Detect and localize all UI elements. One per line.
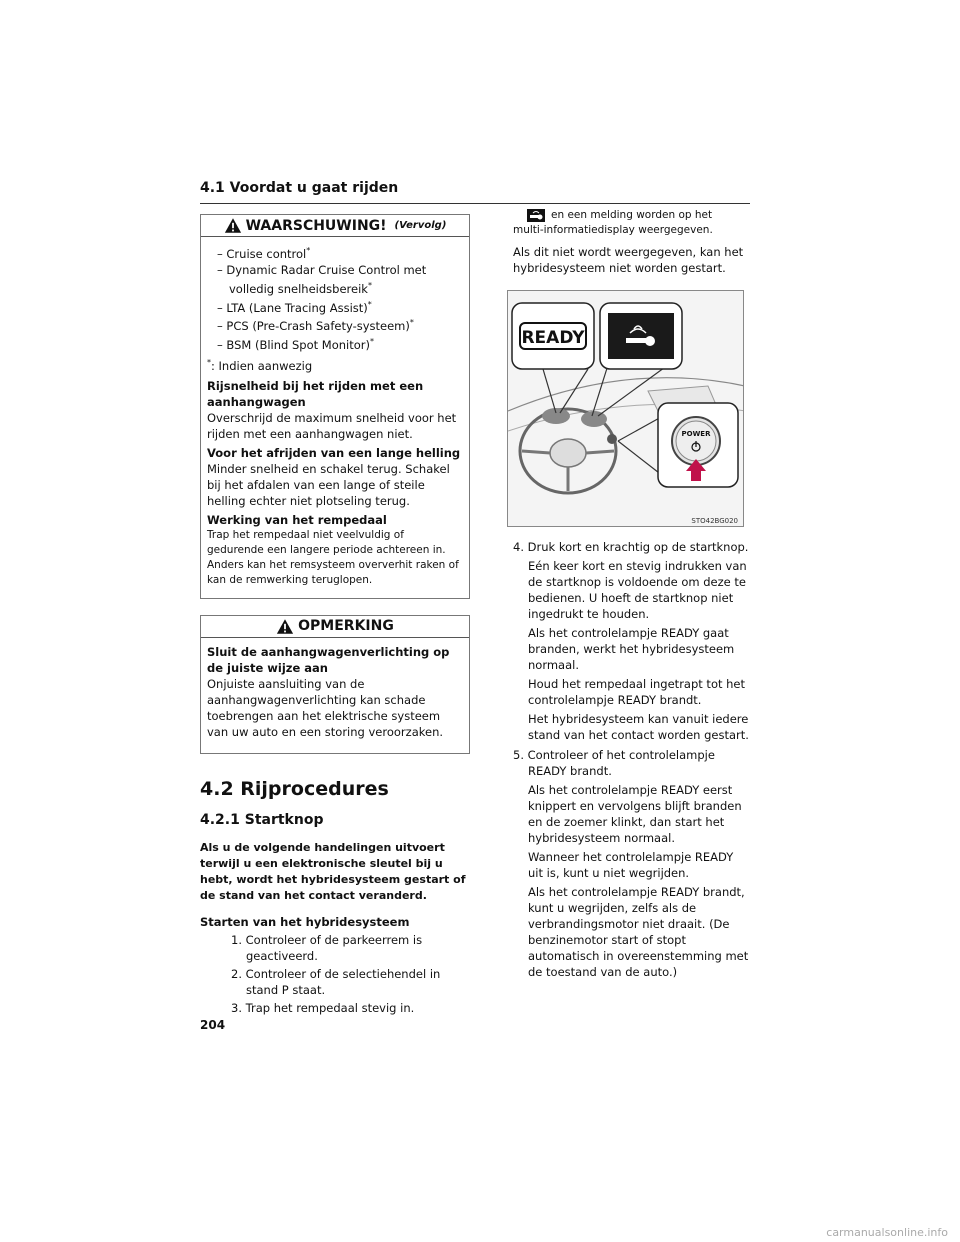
warning-paragraph-2: Minder snelheid en schakel terug. Schakel bij het afdalen van een lange of steile helling echter niet plotseling terug. bbox=[207, 461, 450, 508]
warning-box bbox=[200, 214, 470, 599]
right-paragraph-1: Als dit niet wordt weergegeven, kan het hybridesysteem niet worden gestart. bbox=[513, 245, 744, 275]
warning-heading-1: Rijsnelheid bij het rijden met een aanhangwagen bbox=[207, 378, 424, 409]
section-header bbox=[200, 178, 750, 204]
list-item: 3. Trap het rempedaal stevig in. bbox=[231, 1000, 415, 1015]
watermark: carmanualsonline.info bbox=[826, 1226, 948, 1239]
sub-chapter-heading: 4.2.1 Startknop bbox=[200, 811, 324, 828]
warning-heading-2: Voor het afrijden van een lange helling bbox=[207, 445, 461, 460]
step-detail: Als het controlelampje READY brandt, kunt u wegrijden, zelfs als de verbrandingsmotor niet draait. (De benzinemotor start of stopt automatisch in overeenstemming met de toestand van de auto.) bbox=[528, 885, 749, 979]
svg-text:STO42BG020: STO42BG020 bbox=[691, 517, 738, 525]
warning-paragraph-1: Overschrijd de maximum snelheid voor het rijden met een aanhangwagen niet. bbox=[207, 410, 457, 441]
dashboard-figure bbox=[507, 290, 744, 527]
step-detail: Het hybridesysteem kan vanuit iedere stand van het contact worden gestart. bbox=[528, 712, 749, 742]
left-column bbox=[200, 214, 470, 1016]
list-item: – PCS (Pre-Crash Safety-systeem)* bbox=[217, 318, 414, 334]
notice-heading: Sluit de aanhangwagenverlichting op de juiste wijze aan bbox=[207, 644, 450, 675]
svg-text:POWER: POWER bbox=[681, 430, 711, 438]
step-detail: Eén keer kort en stevig indrukken van de startknop is voldoende om deze te bedienen. U hoeft de startknop niet ingedrukt te houden. bbox=[528, 559, 747, 621]
intro-paragraph: Als u de volgende handelingen uitvoert terwijl u een elektronische sleutel bij u hebt, wordt het hybridesysteem gestart of de stand van het contact veranderd. bbox=[200, 840, 466, 902]
warning-triangle-icon bbox=[224, 217, 242, 234]
indicator-line: en een melding worden op het bbox=[513, 208, 750, 223]
list-item: – BSM (Blind Spot Monitor)* bbox=[217, 337, 374, 353]
warning-box-title bbox=[201, 215, 469, 237]
list-item: – Cruise control* bbox=[217, 246, 311, 261]
section-header-text: 4.1 Voordat u gaat rijden bbox=[200, 180, 399, 196]
warning-heading-3: Werking van het rempedaal bbox=[207, 512, 387, 527]
procedure-heading: Starten van het hybridesysteem bbox=[200, 914, 410, 929]
chapter-heading: 4.2 Rijprocedures bbox=[200, 777, 389, 800]
right-column bbox=[513, 208, 750, 980]
list-item: 1. Controleer of de parkeerrem is geactiveerd. bbox=[231, 932, 423, 963]
notice-title: OPMERKING bbox=[298, 618, 394, 635]
list-item: – LTA (Lane Tracing Assist)* bbox=[217, 299, 372, 315]
svg-text:READY: READY bbox=[521, 328, 585, 348]
notice-box-title bbox=[201, 616, 469, 638]
notice-triangle-icon bbox=[276, 618, 294, 635]
step-detail: Wanneer het controlelampje READY uit is, kunt u niet wegrijden. bbox=[528, 850, 734, 880]
warning-paragraph-3: Trap het rempedaal niet veelvuldig of gedurende een langere periode achtereen in. Anders kan het remsysteem oververhit raken of kan de remwerking teruglopen. bbox=[207, 528, 459, 586]
warning-subtitle: (Vervolg) bbox=[394, 220, 447, 231]
list-item: 4. Druk kort en krachtig op de startknop. bbox=[513, 540, 749, 554]
notice-paragraph: Onjuiste aansluiting van de aanhangwagenverlichting kan schade toebrengen aan het elektrische systeem van uw auto en een storing veroorzaken. bbox=[207, 676, 444, 739]
step-detail: Als het controlelampje READY gaat branden, werkt het hybridesysteem normaal. bbox=[528, 626, 735, 672]
warning-title: WAARSCHUWING! bbox=[245, 217, 387, 234]
key-indicator-icon bbox=[527, 209, 545, 222]
list-item: 5. Controleer of het controlelampje READY brandt. bbox=[513, 748, 715, 778]
list-item: 2. Controleer of de selectiehendel in stand P staat. bbox=[231, 966, 441, 997]
step-detail: Als het controlelampje READY eerst knippert en vervolgens blijft branden en de zoemer klinkt, dan start het hybridesysteem normaal. bbox=[528, 783, 742, 845]
indicator-line-2: multi-informatiedisplay weergegeven. bbox=[513, 224, 713, 236]
dashboard-illustration bbox=[508, 291, 744, 527]
page-number: 204 bbox=[200, 1018, 226, 1032]
footnote: *: Indien aanwezig bbox=[207, 358, 313, 373]
notice-box bbox=[200, 615, 470, 754]
step-detail: Houd het rempedaal ingetrapt tot het controlelampje READY brandt. bbox=[528, 677, 746, 707]
list-item: – Dynamic Radar Cruise Control met volledig snelheidsbereik* bbox=[217, 262, 427, 296]
